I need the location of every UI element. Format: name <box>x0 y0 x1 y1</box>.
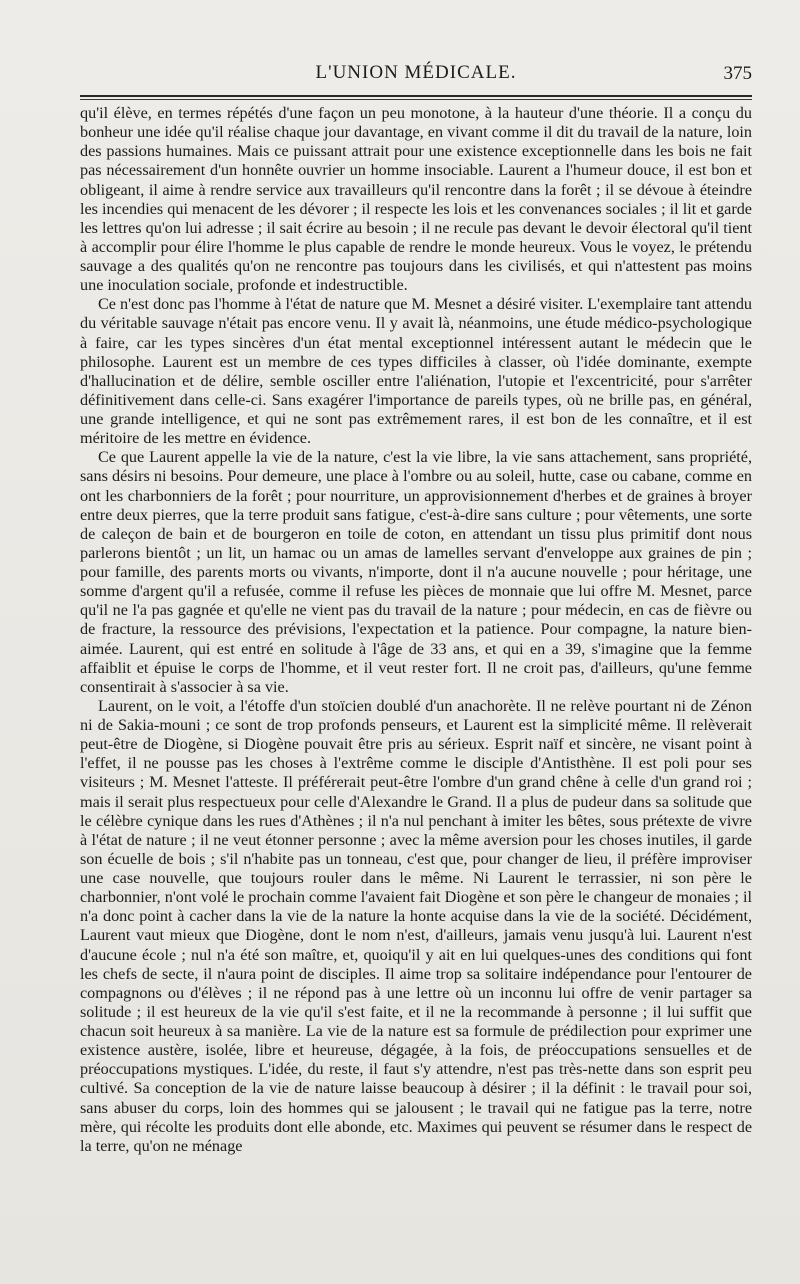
paragraph-3: Ce que Laurent appelle la vie de la nature, c'est la vie libre, la vie sans attachement, sans propriété, sans désirs ni besoins. Pour demeure, une place à l'ombre ou au soleil, hutte, case ou cabane, comme en ont les charbonniers de la forêt ; pour nourriture, un approvisionnement d'herbes et de graines à broyer entre deux pierres, que la terre produit sans fatigue, c'est-à-dire sans culture ; pour vêtements, une sorte de caleçon de bain et de bourgeron en toile de coton, en attendant un tissu plus primitif dont nous parlerons bientôt ; un lit, un hamac ou un amas de lamelles servant d'enveloppe aux graines de pin ; pour famille, des parents morts ou vivants, n'importe, dont il n'a aucune nouvelle ; pour héritage, une somme d'argent qu'il a refusée, comme il refuse les pièces de monnaie que lui offre M. Mesnet, parce qu'il ne l'a pas gagnée et qu'elle ne vient pas du travail de la nature ; pour médecin, en cas de fièvre ou de fracture, la ressource des prévisions, l'expectation et la patience. Pour compagne, la nature bien-aimée. Laurent, qui est entré en solitude à l'âge de 33 ans, et qui en a 39, s'imagine que la femme affaiblit et épuise le corps de l'homme, et il veut rester fort. Il ne croit pas, d'ailleurs, qu'une femme consentirait à s'associer à sa vie. <box>80 448 752 696</box>
paragraph-2: Ce n'est donc pas l'homme à l'état de nature que M. Mesnet a désiré visiter. L'exemplaire tant attendu du véritable sauvage n'était pas encore venu. Il y avait là, néanmoins, une étude médico-psychologique à faire, car les types sincères d'un état mental exceptionnel intéressent autant le médecin que le philosophe. Laurent est un membre de ces types difficiles à classer, où l'idée dominante, exempte d'hallucination et de délire, semble osciller entre l'aliénation, l'utopie et l'excentricité, pour s'arrêter définitivement dans celle-ci. Sans exagérer l'importance de pareils types, où ne brille pas, en général, une grande intelligence, et qui ne sont pas extrêmement rares, il est bon de les connaître, et il est méritoire de les mettre en évidence. <box>80 295 753 448</box>
page-number: 375 <box>723 63 752 84</box>
header-rule-thin <box>80 99 752 100</box>
article-body <box>80 104 752 1156</box>
paragraph-4: Laurent, on le voit, a l'étoffe d'un stoïcien doublé d'un anachorète. Il ne relève pourtant ni de Zénon ni de Sakia-mouni ; ce sont de trop profonds penseurs, et Laurent est la simplicité même. Il relèverait peut-être de Diogène, si Diogène pouvait être pris au sérieux. Esprit naïf et sincère, ne visant point à l'effet, il ne pousse pas les choses à l'extrême comme le disciple d'Antisthène. Il est poli pour ses visiteurs ; M. Mesnet l'atteste. Il préférerait peut-être l'ombre d'un grand chêne à celle d'un grand roi ; mais il serait plus respectueux pour celle d'Alexandre le Grand. Il a plus de pudeur dans sa solitude que le célèbre cynique dans les rues d'Athènes ; il n'a nul penchant à imiter les bêtes, sous prétexte de vivre à l'état de nature ; il ne veut étonner personne ; avec la même aversion pour les choses inutiles, il garde son écuelle de bois ; s'il n'habite pas un tonneau, c'est que, pour changer de lieu, il préfère improviser une case nouvelle, que toujours rouler dans le même. Ni Laurent le terrassier, ni son père le charbonnier, n'ont volé le prochain comme l'avaient fait Diogène et son père le changeur de monaies ; il n'a donc point à cacher dans la vie de la nature la honte acquise dans la vie de la société. Décidément, Laurent vaut mieux que Diogène, dont le nom n'est, d'ailleurs, jamais venu jusqu'à lui. Laurent n'est d'aucune école ; nul n'a été son maître, et, quoiqu'il y ait en lui quelques-unes des conditions qui font les chefs de secte, il n'aura point de disciples. Il aime trop sa solitaire indépendance pour l'entourer de compagnons ou d'élèves ; il ne répond pas à une lettre où un inconnu lui offre de venir partager sa solitude ; il est heureux de la vie qu'il s'est faite, et il ne la recommande à personne ; il lui suffit que chacun soit heureux à sa manière. La vie de la nature est sa formule de prédilection pour exprimer une existence austère, isolée, libre et heureuse, dégagée, à la fois, de préoccupations sensuelles et de préoccupations mystiques. L'idée, du reste, il faut s'y attendre, n'est pas très-nette dans son esprit peu cultivé. Sa conception de la vie de nature laisse beaucoup à désirer ; il la définit : le travail pour soi, sans abuser du corps, loin des hommes qui se jalousent ; le travail qui ne fatigue pas la terre, notre mère, qui récolte les produits dont elle abonde, etc. Maximes qui peuvent se résumer dans le respect de la terre, qu'on ne ménage <box>80 696 752 1155</box>
paragraph-1: qu'il élève, en termes répétés d'une façon un peu monotone, à la hauteur d'une théorie. Il a conçu du bonheur une idée qu'il réalise chaque jour davantage, en vivant comme il dit du travail de la nature, loin des passions humaines. Mais ce puissant attrait pour une existence exceptionnelle dans les bois ne fait pas nécessairement d'un honnête ouvrier un homme insociable. Laurent a l'humeur douce, il est bon et obligeant, il aime à rendre service aux travailleurs qu'il rencontre dans la forêt ; il se dévoue à éteindre les incendies qui menacent de les dévorer ; il respecte les lois et les convenances sociales ; il lit et garde les lettres qu'on lui adresse ; il sait écrire au besoin ; il ne recule pas devant le devoir électoral qu'il tient à accomplir pour élire l'homme le plus capable de rendre le monde heureux. Vous le voyez, le prétendu sauvage a des qualités qu'on ne rencontre pas toujours dans les civilisés, et qui n'attestent pas moins une inoculation sociale, profonde et indestructible. <box>80 104 752 295</box>
running-header <box>80 60 752 90</box>
header-rule <box>80 95 752 97</box>
journal-title: L'UNION MÉDICALE. <box>315 62 517 83</box>
